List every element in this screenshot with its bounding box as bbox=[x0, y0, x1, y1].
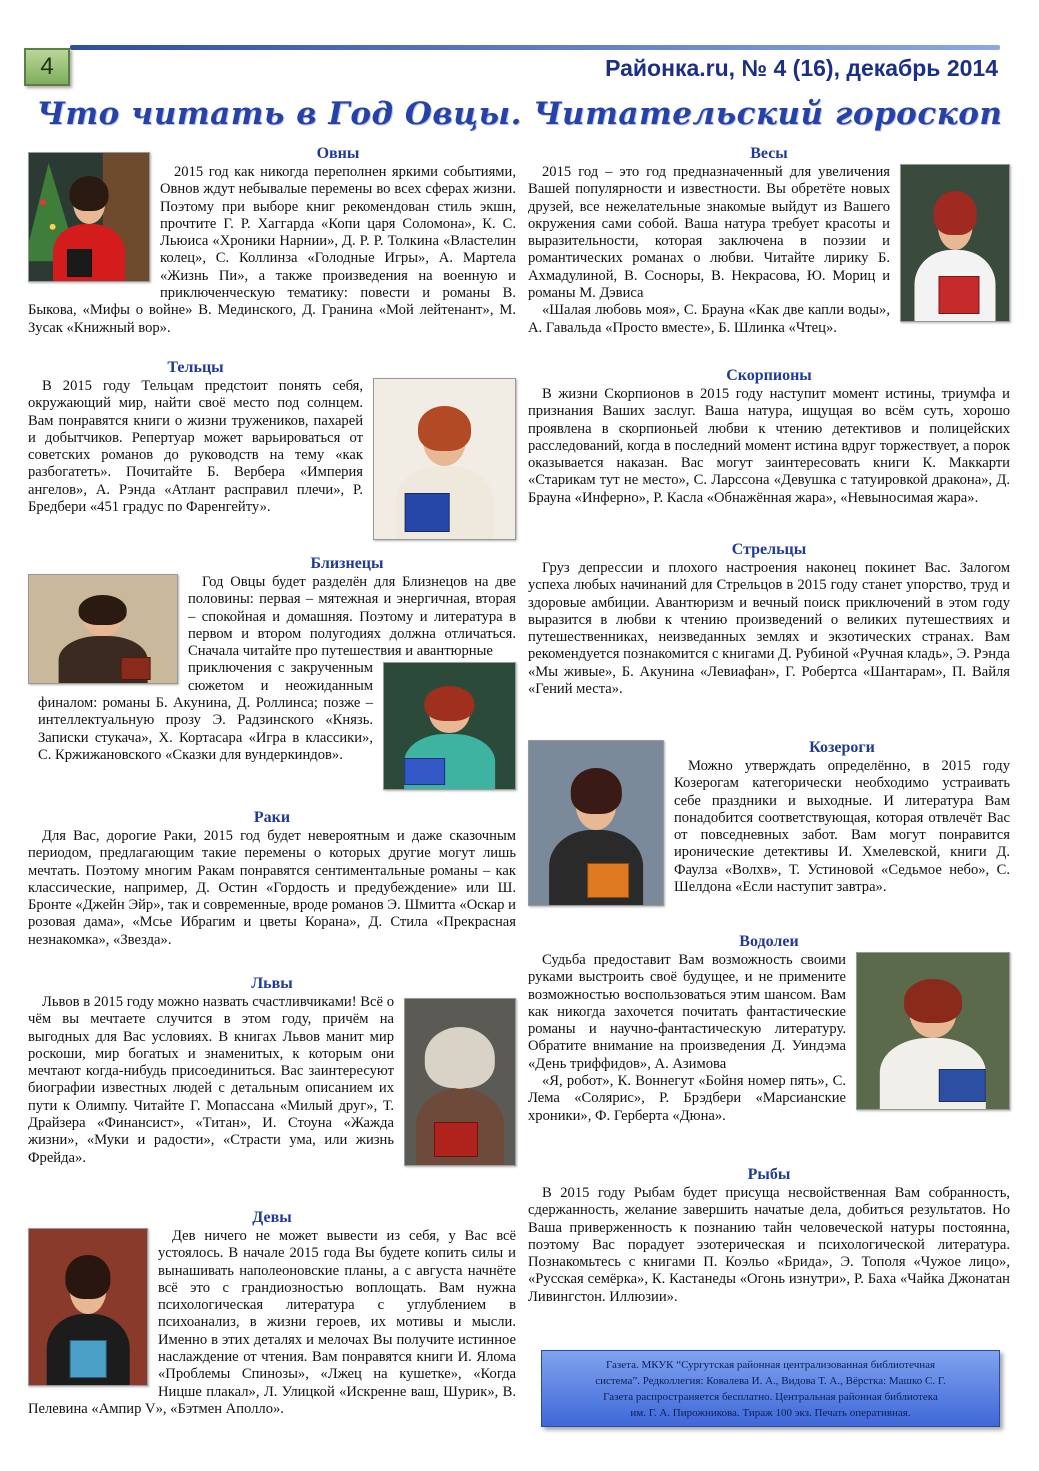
right-column bbox=[528, 144, 1010, 1306]
text-vesy-2: «Шалая любовь моя», С. Брауна «Как две капли воды», А. Гавальда «Просто вместе», Б. Шлинка «Чтец». bbox=[528, 302, 890, 336]
heading-telec: Тельцы bbox=[167, 359, 224, 376]
photo-bliznecy bbox=[28, 574, 178, 684]
text-vodolei-1: Судьба предоставит Вам возможность своими руками выстроить своё будущее, и не примените возможностью воспользоваться этим шансом. Вам как никогда захочется почитать фантастические романы и научно-фантастическую литературу. Обратите внимание на произведения Д. Уиндэма «День триффидов», А. Азимова bbox=[528, 952, 846, 1072]
photo-devy bbox=[28, 1228, 148, 1386]
text-raki: Для Вас, дорогие Раки, 2015 год будет невероятным и даже сказочным периодом, предлагающим такие перемены о которых другие могут лишь мечтать. Поэтому многим Ракам понравятся сентиментальные романы – как классические, например, Д. Остин «Гордость и предубеждение» или Ш. Бронте «Джейн Эйр», так и современные, вроде романов Э. Шмитта «Оскар и розовая дама», «Мсье Ибрагим и цветы Корана», Д. Стила «Прекрасная незнакомка», «Звезда». bbox=[28, 828, 516, 948]
heading-vodolei: Водолеи bbox=[739, 933, 799, 950]
section-kozerogi bbox=[528, 738, 1010, 932]
header-rule bbox=[70, 45, 1000, 50]
heading-strelcy: Стрельцы bbox=[731, 541, 807, 558]
section-bliznecy bbox=[28, 554, 516, 808]
footer-imprint bbox=[541, 1350, 1000, 1427]
text-vesy-1: 2015 год – это год предназначенный для увеличения Вашей популярности и известности. Вы обретёте новых друзей, все нежелательные знакомые выйдут из Вашего окружения сами собой. Ваша натура требует красоты и выразительности, которая заключена в поэзии и романтических романах о любви. Читайте лирику Б. Ахмадулиной, В. Сосноры, В. Некрасова, Ю. Мориц и романы М. Дэвиса bbox=[528, 164, 890, 302]
section-skorpiony bbox=[528, 366, 1010, 540]
heading-bliznecy: Близнецы bbox=[310, 555, 384, 572]
heading-raki: Раки bbox=[253, 809, 291, 826]
text-bliznecy-2: приключения с закрученным сюжетом и неожиданным финалом: романы Б. Акунина, Д. Роллинса; позже – интеллектуальную прозу Э. Радзинского «Князь. Записки стукача», Х. Кортасара «Игра в классики», С. Кржижановского «Сказки для вундеркиндов». bbox=[38, 660, 373, 763]
section-raki bbox=[28, 808, 516, 974]
text-bliznecy-1: Год Овцы будет разделён для Близнецов на две половины: первая – мятежная и энергичная, вторая – спокойная и домашняя. Поэтому и литература в первом и втором полугодиях должна отличаться. Сначала читайте про путешествия и авантюрные bbox=[188, 574, 516, 660]
photo-vesy bbox=[900, 164, 1010, 322]
photo-oven bbox=[28, 152, 150, 282]
page-number: 4 bbox=[24, 48, 70, 86]
heading-devy: Девы bbox=[252, 1209, 292, 1226]
heading-ryby: Рыбы bbox=[747, 1166, 791, 1183]
text-oven: 2015 год как никогда переполнен яркими событиями, Овнов ждут небывалые перемены во всех сферах жизни. Поэтому при выборе книг рекомендован стиль экшн, прочтите Г. Р. Хаггарда «Копи царя Соломона», К. С. Льюиса «Хроники Нарнии», Д. Р. Р. Толкина «Властелин колец», С. Коллинза «Голодные Игры», А. Мартела «Жизнь Пи», а также произведения на военную и приключенческую тематику: повести и романы В. Быкова, «Мифы о войне» В. Мединского, Д. Гранина «Мой лейтенант», М. Зусак «Книжный вор». bbox=[28, 164, 516, 336]
page-title: Что читать в Год Овцы. Читательский гороскоп bbox=[36, 96, 1003, 132]
photo-telec bbox=[373, 378, 516, 540]
photo-lvy bbox=[404, 998, 516, 1166]
photo-vodolei bbox=[856, 952, 1010, 1110]
text-vodolei-2: «Я, робот», К. Воннегут «Бойня номер пять», С. Лема «Солярис», Р. Брэдбери «Марсианские хроники», Ф. Герберта «Дюна». bbox=[528, 1073, 846, 1124]
footer-line-4: им. Г. А. Пирожникова. Тираж 100 экз. Печать оперативная. bbox=[630, 1407, 911, 1419]
section-vodolei bbox=[528, 932, 1010, 1165]
heading-skorpiony: Скорпионы bbox=[726, 367, 812, 384]
photo-kozerogi bbox=[528, 740, 664, 906]
footer-line-1: Газета. МКУК “Сургутская районная централизованная библиотечная bbox=[605, 1359, 936, 1371]
section-vesy bbox=[528, 144, 1010, 366]
heading-kozerogi: Козероги bbox=[809, 739, 875, 756]
section-ryby bbox=[528, 1165, 1010, 1306]
footer-line-3: Газета распространяется бесплатно. Центральная районная библиотека bbox=[603, 1391, 938, 1403]
issue-line: Районка.ru, № 4 (16), декабрь 2014 bbox=[605, 55, 998, 81]
left-column bbox=[28, 144, 516, 1418]
footer-line-2: система”. Редколлегия: Ковалева И. А., Видова Т. А., Вёрстка: Машко С. Г. bbox=[595, 1375, 946, 1387]
text-skorpiony: В жизни Скорпионов в 2015 году наступит момент истины, триумфа и признания Ваших заслуг. Ваша натура, ищущая во всём суть, хорошо проявлена в скорпионьей любви к чтению детективов и полицейских расследований, когда в последний момент истина вдруг торжествует, а порок оказывается наказан. Вас могут заинтересовать книги К. Маккарти «Старикам тут не место», С. Ларссона «Девушка с татуировкой дракона», Д. Брауна «Инферно», Р. Касла «Обнажённая жара», «Невыносимая жара». bbox=[528, 386, 1010, 506]
section-oven bbox=[28, 144, 516, 358]
text-lvy: Львов в 2015 году можно назвать счастливчиками! Всё о чём вы мечтаете случится в этом году, причём на выгодных для Вас условиях. В книгах Львов манит мир роскоши, мир богатых и знаменитых, к которым они мечтают когда-нибудь присоединиться. Вас заинтересуют биографии известных людей с детальным описанием их пути к Олимпу. Читайте Г. Мопассана «Милый друг», Т. Драйзера «Финансист», «Титан», И. Стоуна «Жажда жизни», «Муки и радости», «Страсти ума, или жизнь Фрейда». bbox=[28, 994, 394, 1166]
text-kozerogi: Можно утверждать определённо, в 2015 году Козерогам категорически необходимо устраивать себе праздники и выходные. И литература Вам понадобится соответствующая, которая отвлечёт Вас от повседневных забот. Вам могут понравится иронические детективы И. Хмелевской, книги Д. Фаулза «Волхв», Т. Устиновой «Седьмое небо», С. Шелдона «Если наступит завтра». bbox=[674, 758, 1010, 896]
text-telec: В 2015 году Тельцам предстоит понять себя, окружающий мир, найти своё место под солнцем. Вам понравятся книги о жизни тружеников, пахарей и добытчиков. Репертуар может варьироваться от советских романов до руководств на тему «как разбогатеть». Почитайте Б. Вербера «Империя ангелов», А. Рэнда «Атлант расправил плечи», Р. Бредбери «451 градус по Фаренгейту». bbox=[28, 378, 363, 516]
heading-oven: Овны bbox=[316, 145, 360, 162]
text-devy: Дев ничего не может вывести из себя, у Вас всё устоялось. В начале 2015 года Вы будете копить силы и вынашивать наполеоновские планы, а с августа начнёте всё это с грандиозностью воплощать. Вам нужна психологическая литература с углублением в психоанализ, в жизни героев, их мотивы и мысли. Именно в этих деталях и мелочах Вы получите истинное наслаждение от чтения. Вам понравятся книги И. Ялома «Проблемы Спинозы», «Лжец на кушетке», «Когда Ницше плакал», Л. Улицкой «Искренне ваш, Шурик», В. Пелевина «Ампир V», «Бэтмен Аполло». bbox=[28, 1228, 516, 1417]
text-ryby: В 2015 году Рыбам будет присуща несвойственная Вам собранность, сдержанность, желание завершить начатые дела, добиться результатов. Но Ваша приверженность к познанию тайн человеческой натуры постоянна, поэтому Вас порадует эзотерическая и психологической литература. Познакомьтесь с книгами П. Коэльо «Брида», Э. Тополя «Чужое лицо», «Русская семёрка», К. Кастанеды «Огонь изнутри», Р. Баха «Чайка Джонатан Ливингстон. Иллюзии». bbox=[528, 1185, 1010, 1305]
heading-vesy: Весы bbox=[750, 145, 788, 162]
section-devy bbox=[28, 1208, 516, 1418]
heading-lvy: Львы bbox=[251, 975, 293, 992]
photo-bliznecy-2 bbox=[383, 662, 516, 790]
section-lvy bbox=[28, 974, 516, 1208]
section-telec bbox=[28, 358, 516, 554]
text-strelcy: Груз депрессии и плохого настроения наконец покинет Вас. Залогом успеха любых начинаний для Стрельцов в 2015 году станет упорство, труд и здоровые амбиции. Авантюризм и вечный поиск приключений в этом году выразится в любви к чтению произведений о великих путешествиях и путешественниках, неизведанных землях и экзотических странах. Вам рекомендуется познакомится с книгами Д. Рубиной «Ручная кладь», Э. Рэнда «Мы живые», Б. Акунина «Левиафан», Г. Робертса «Шантарам», П. Вайля «Гений места». bbox=[528, 560, 1010, 698]
section-strelcy bbox=[528, 540, 1010, 738]
